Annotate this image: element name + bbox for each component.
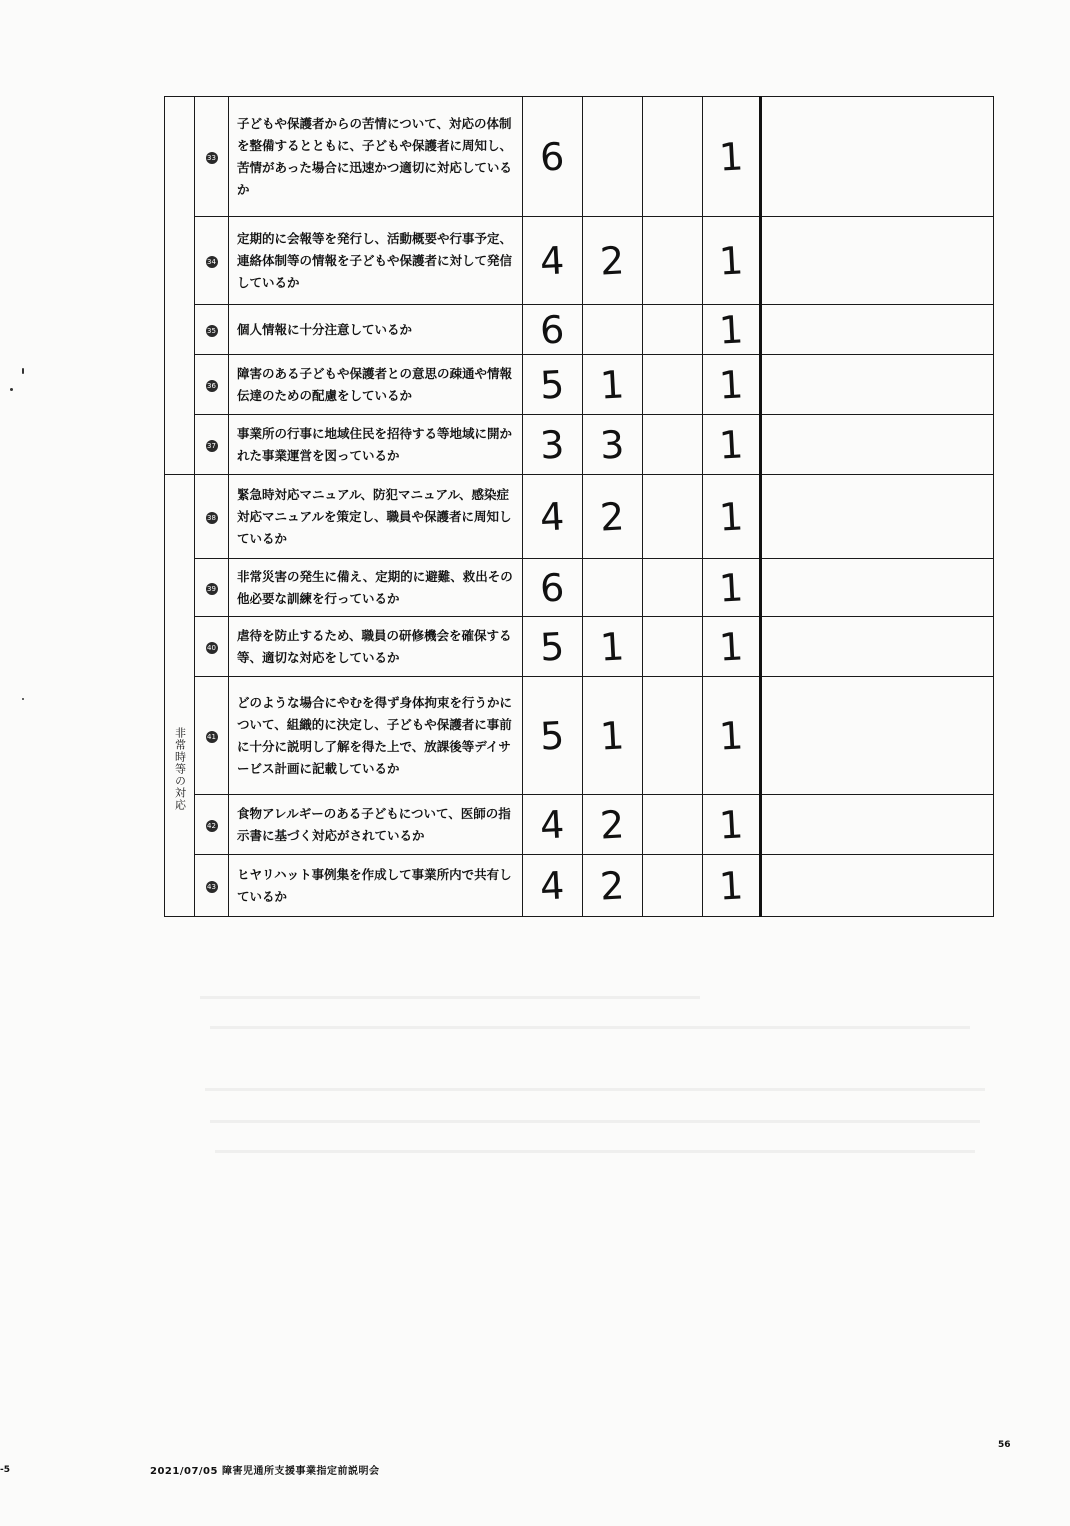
question-text: 虐待を防止するため、職員の研修機会を確保する等、適切な対応をしているか [229, 617, 523, 677]
answer-yes: 5 [523, 617, 583, 677]
previous-page-fragment: -5 [0, 1465, 10, 1475]
speck [10, 388, 13, 391]
table-row [165, 559, 994, 617]
item-number: 37 [195, 415, 229, 475]
answer-unknown: 1 [703, 795, 761, 855]
answer-yes: 3 [523, 415, 583, 475]
answer-no [643, 217, 703, 305]
answer-no [643, 795, 703, 855]
answer-no [643, 355, 703, 415]
answer-no [643, 855, 703, 917]
table-row [165, 217, 994, 305]
question-text: 障害のある子どもや保護者との意思の疎通や情報伝達のための配慮をしているか [229, 355, 523, 415]
answer-partial: 1 [583, 355, 643, 415]
answer-yes: 6 [523, 97, 583, 217]
improvement-note [761, 559, 994, 617]
answer-yes: 6 [523, 305, 583, 355]
improvement-note [761, 97, 994, 217]
answer-unknown: 1 [703, 855, 761, 917]
evaluation-table [164, 96, 994, 917]
question-text: 緊急時対応マニュアル、防犯マニュアル、感染症対応マニュアルを策定し、職員や保護者に周知しているか [229, 475, 523, 559]
improvement-note [761, 795, 994, 855]
category-label: 非常時等の対応 [173, 726, 187, 811]
answer-yes: 5 [523, 355, 583, 415]
question-text: 事業所の行事に地域住民を招待する等地域に開かれた事業運営を図っているか [229, 415, 523, 475]
answer-no [643, 559, 703, 617]
answer-yes: 5 [523, 677, 583, 795]
improvement-note [761, 617, 994, 677]
answer-no [643, 97, 703, 217]
item-number: 40 [195, 617, 229, 677]
answer-unknown: 1 [703, 355, 761, 415]
item-number: 43 [195, 855, 229, 917]
answer-unknown: 1 [703, 217, 761, 305]
bleed-through-line [215, 1150, 975, 1153]
bleed-through-line [205, 1088, 985, 1091]
answer-partial: 2 [583, 475, 643, 559]
question-text: 個人情報に十分注意しているか [229, 305, 523, 355]
answer-no [643, 305, 703, 355]
answer-partial [583, 97, 643, 217]
answer-partial: 1 [583, 617, 643, 677]
table-row [165, 355, 994, 415]
item-number: 34 [195, 217, 229, 305]
category-cell [165, 97, 195, 475]
table-row [165, 795, 994, 855]
answer-partial: 2 [583, 217, 643, 305]
answer-unknown: 1 [703, 677, 761, 795]
answer-yes: 4 [523, 855, 583, 917]
answer-partial: 3 [583, 415, 643, 475]
table-row [165, 97, 994, 217]
improvement-note [761, 355, 994, 415]
answer-unknown: 1 [703, 305, 761, 355]
answer-partial: 1 [583, 677, 643, 795]
improvement-note [761, 855, 994, 917]
page-number: 56 [998, 1440, 1011, 1450]
footer-title: 2021/07/05 障害児通所支援事業指定前説明会 [150, 1466, 380, 1477]
bleed-through-line [210, 1120, 980, 1123]
table-row [165, 415, 994, 475]
answer-unknown: 1 [703, 415, 761, 475]
question-text: 子どもや保護者からの苦情について、対応の体制を整備するとともに、子どもや保護者に周知し、苦情があった場合に迅速かつ適切に対応しているか [229, 97, 523, 217]
table-row [165, 617, 994, 677]
improvement-note [761, 475, 994, 559]
bleed-through-line [210, 1026, 970, 1029]
answer-no [643, 475, 703, 559]
item-number: 33 [195, 97, 229, 217]
answer-yes: 4 [523, 475, 583, 559]
answer-yes: 6 [523, 559, 583, 617]
question-text: 定期的に会報等を発行し、活動概要や行事予定、連絡体制等の情報を子どもや保護者に対して発信しているか [229, 217, 523, 305]
table-row [165, 855, 994, 917]
answer-partial [583, 305, 643, 355]
improvement-note [761, 305, 994, 355]
table-row [165, 305, 994, 355]
item-number: 36 [195, 355, 229, 415]
answer-partial [583, 559, 643, 617]
improvement-note [761, 217, 994, 305]
bleed-through-line [200, 996, 700, 999]
question-text: 非常災害の発生に備え、定期的に避難、救出その他必要な訓練を行っているか [229, 559, 523, 617]
speck [22, 698, 24, 700]
question-text: 食物アレルギーのある子どもについて、医師の指示書に基づく対応がされているか [229, 795, 523, 855]
item-number: 38 [195, 475, 229, 559]
answer-yes: 4 [523, 795, 583, 855]
category-cell-emergency [165, 475, 195, 917]
item-number: 39 [195, 559, 229, 617]
improvement-note [761, 677, 994, 795]
item-number: 41 [195, 677, 229, 795]
question-text: どのような場合にやむを得ず身体拘束を行うかについて、組織的に決定し、子どもや保護者に事前に十分に説明し了解を得た上で、放課後等デイサービス計画に記載しているか [229, 677, 523, 795]
table-row [165, 475, 994, 559]
answer-unknown: 1 [703, 559, 761, 617]
speck [22, 368, 24, 374]
answer-unknown: 1 [703, 475, 761, 559]
question-text: ヒヤリハット事例集を作成して事業所内で共有しているか [229, 855, 523, 917]
answer-no [643, 415, 703, 475]
answer-unknown: 1 [703, 617, 761, 677]
answer-unknown: 1 [703, 97, 761, 217]
answer-yes: 4 [523, 217, 583, 305]
answer-no [643, 617, 703, 677]
item-number: 42 [195, 795, 229, 855]
answer-partial: 2 [583, 855, 643, 917]
improvement-note [761, 415, 994, 475]
table-row [165, 677, 994, 795]
answer-no [643, 677, 703, 795]
item-number: 35 [195, 305, 229, 355]
answer-partial: 2 [583, 795, 643, 855]
